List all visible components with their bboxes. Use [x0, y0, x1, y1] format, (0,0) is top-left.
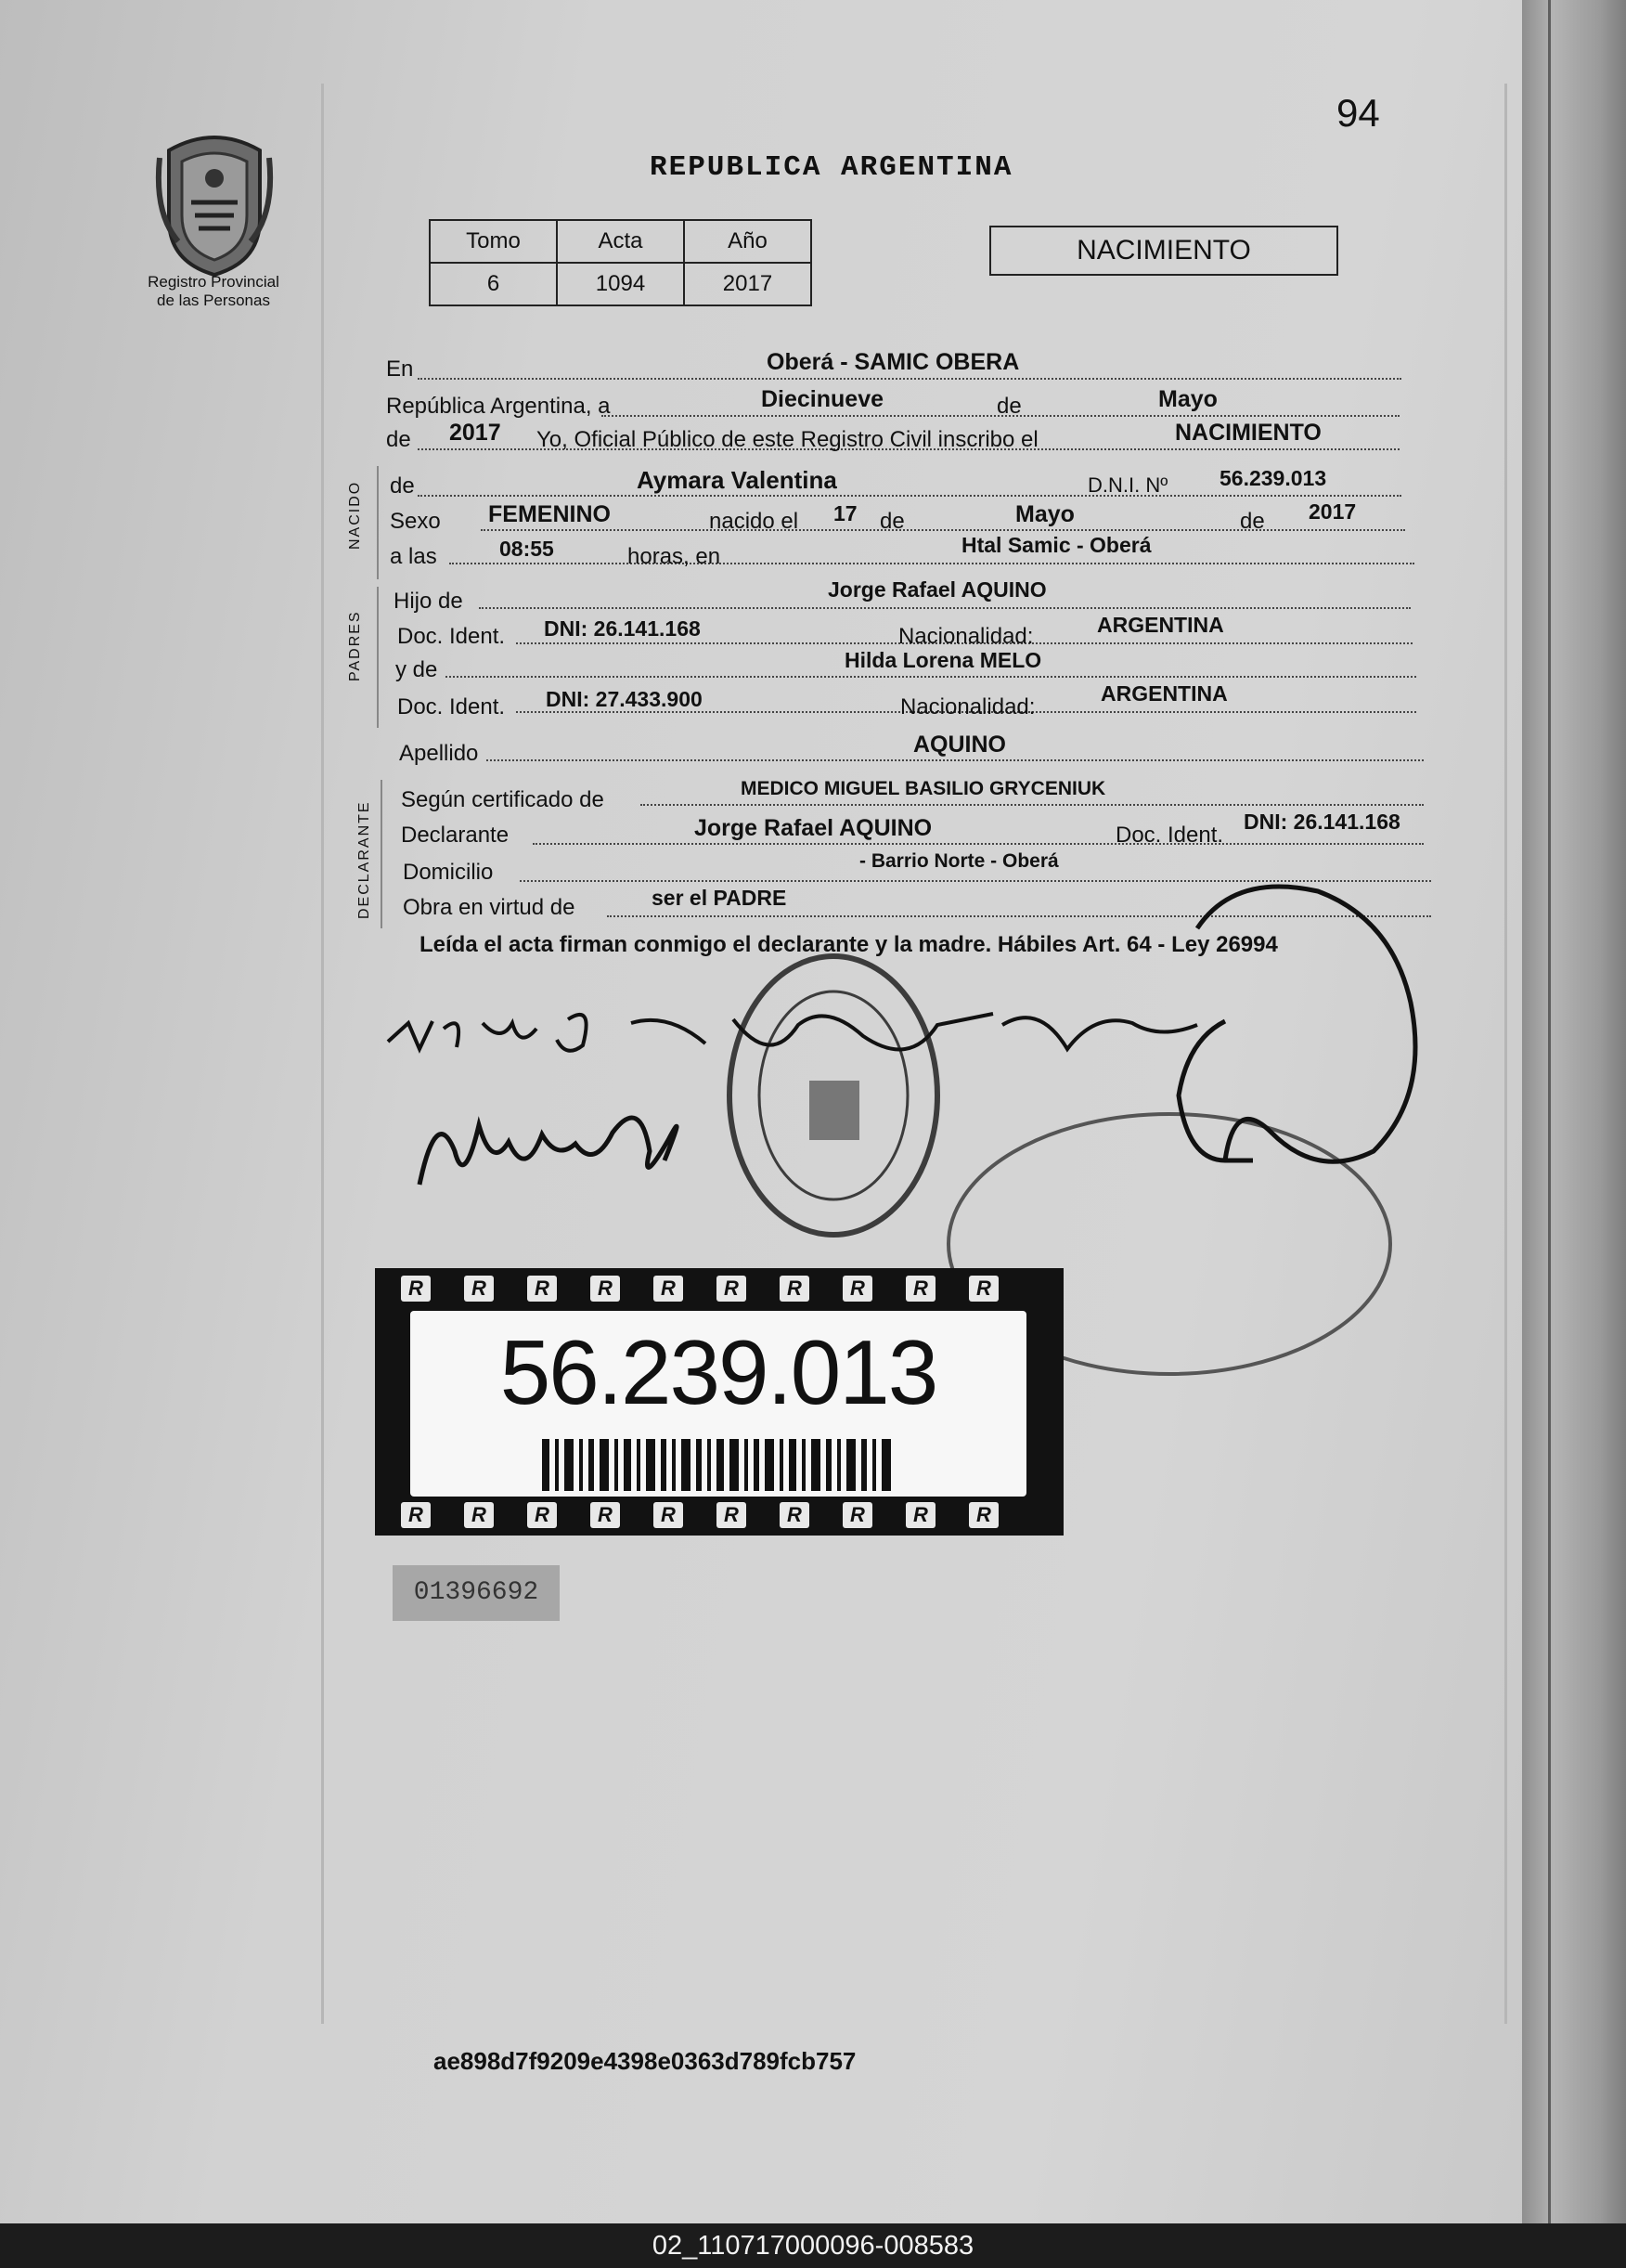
certificado-label: Según certificado de	[401, 787, 604, 812]
mother-doc: DNI: 27.433.900	[546, 687, 703, 711]
barcode-card	[410, 1311, 1026, 1497]
emblem-caption-line1: Registro Provincial	[148, 273, 279, 291]
obra-value: ser el PADRE	[652, 886, 787, 910]
acta-label: Acta	[557, 220, 684, 263]
tomo-label: Tomo	[430, 220, 557, 263]
en-label: En	[386, 356, 414, 382]
nacido-el-label: nacido el	[709, 509, 799, 534]
panel-letter: R	[653, 1276, 683, 1302]
panel-letter: R	[527, 1276, 557, 1302]
act-month: Mayo	[1158, 386, 1218, 412]
official-signature	[1179, 887, 1415, 1161]
mother-nat-label: Nacionalidad:	[900, 694, 1036, 719]
serial-number: 01396692	[393, 1565, 560, 1621]
mother-doc-label: Doc. Ident.	[397, 694, 506, 719]
panel-letter: R	[716, 1276, 746, 1302]
declarant-signature	[388, 1014, 1197, 1051]
father-nationality: ARGENTINA	[1097, 613, 1224, 637]
tomo-value: 6	[430, 263, 557, 305]
panel-letter: R	[843, 1276, 872, 1302]
round-stamp	[729, 956, 937, 1235]
panel-letter: R	[590, 1502, 620, 1528]
panel-letter: R	[464, 1502, 494, 1528]
father-nat-label: Nacionalidad:	[898, 624, 1034, 649]
birth-year: 2017	[1309, 499, 1357, 524]
father-doc-label: Doc. Ident.	[397, 624, 506, 649]
father-name: Jorge Rafael AQUINO	[828, 577, 1047, 602]
panel-letter: R	[843, 1502, 872, 1528]
sexo-value: FEMENINO	[488, 501, 611, 527]
side-label-declarante: DECLARANTE	[356, 800, 372, 919]
nacido-dni: 56.239.013	[1220, 466, 1327, 490]
birth-month: Mayo	[1015, 501, 1075, 527]
sexo-label: Sexo	[390, 509, 441, 534]
panel-letter: R	[590, 1276, 620, 1302]
certificado-value: MEDICO MIGUEL BASILIO GRYCENIUK	[741, 778, 1106, 799]
nacido-de-label: de	[390, 473, 415, 499]
obra-label: Obra en virtud de	[403, 895, 575, 920]
registro-text: Yo, Oficial Público de este Registro Civil inscribo el	[536, 427, 1039, 452]
birth-day: 17	[833, 501, 858, 525]
scan-footer-id: 02_110717000096-008583	[0, 2223, 1626, 2268]
emblem-caption-line2: de las Personas	[157, 292, 270, 309]
act-place: Oberá - SAMIC OBERA	[767, 349, 1020, 375]
birth-place: Htal Samic - Oberá	[961, 533, 1152, 557]
mother-nationality: ARGENTINA	[1101, 681, 1228, 706]
nacido-de-label-2: de	[880, 509, 905, 534]
record-type-box: NACIMIENTO	[989, 226, 1338, 276]
panel-letter: R	[780, 1502, 809, 1528]
y-de-label: y de	[395, 657, 438, 682]
domicilio-label: Domicilio	[403, 860, 494, 885]
act-year: 2017	[449, 420, 501, 446]
side-label-padres: PADRES	[347, 610, 363, 681]
panel-letter: R	[401, 1502, 431, 1528]
declarante-doc-label: Doc. Ident.	[1116, 823, 1224, 848]
mother-signature	[419, 1118, 677, 1185]
horas-label: horas, en	[627, 544, 721, 569]
hijo-de-label: Hijo de	[394, 589, 463, 614]
birth-time: 08:55	[499, 537, 554, 561]
apellido-value: AQUINO	[913, 732, 1006, 758]
panel-letter: R	[969, 1502, 999, 1528]
nacido-de-label-3: de	[1240, 509, 1265, 534]
closing-note: Leída el acta firman conmigo el declarante y la madre. Hábiles Art. 64 - Ley 26994	[419, 932, 1278, 957]
republica-label: República Argentina, a	[386, 394, 611, 419]
page-title: REPUBLICA ARGENTINA	[650, 151, 1013, 184]
anio-label: Año	[684, 220, 811, 263]
acta-value: 1094	[557, 263, 684, 305]
father-doc: DNI: 26.141.168	[544, 616, 701, 641]
dni-label: D.N.I. Nº	[1088, 473, 1168, 497]
document-hash: ae898d7f9209e4398e0363d789fcb757	[433, 2047, 857, 2075]
panel-letter: R	[464, 1276, 494, 1302]
panel-letter: R	[716, 1502, 746, 1528]
panel-letter: R	[527, 1502, 557, 1528]
panel-letter: R	[780, 1276, 809, 1302]
domicilio-value: - Barrio Norte - Oberá	[859, 850, 1059, 872]
side-label-nacido: NACIDO	[347, 480, 363, 550]
act-de-label: de	[997, 394, 1022, 419]
registro-value: NACIMIENTO	[1175, 420, 1322, 446]
barcode-bars	[542, 1439, 895, 1491]
page-number: 94	[1336, 91, 1380, 135]
act-day: Diecinueve	[761, 386, 884, 412]
declarante-doc: DNI: 26.141.168	[1244, 810, 1400, 834]
a-las-label: a las	[390, 544, 437, 569]
panel-letter: R	[906, 1276, 936, 1302]
mother-name: Hilda Lorena MELO	[845, 648, 1042, 672]
barcode-number: 56.239.013	[499, 1321, 937, 1423]
panel-letter: R	[653, 1502, 683, 1528]
act-de-label: de	[386, 427, 411, 452]
panel-letter: R	[969, 1276, 999, 1302]
anio-value: 2017	[684, 263, 811, 305]
panel-letter: R	[401, 1276, 431, 1302]
nacido-name: Aymara Valentina	[637, 466, 837, 494]
apellido-label: Apellido	[399, 741, 479, 766]
panel-letter: R	[906, 1502, 936, 1528]
declarante-label: Declarante	[401, 823, 510, 848]
barcode-label	[375, 1268, 1064, 1536]
declarante-name: Jorge Rafael AQUINO	[694, 815, 933, 841]
